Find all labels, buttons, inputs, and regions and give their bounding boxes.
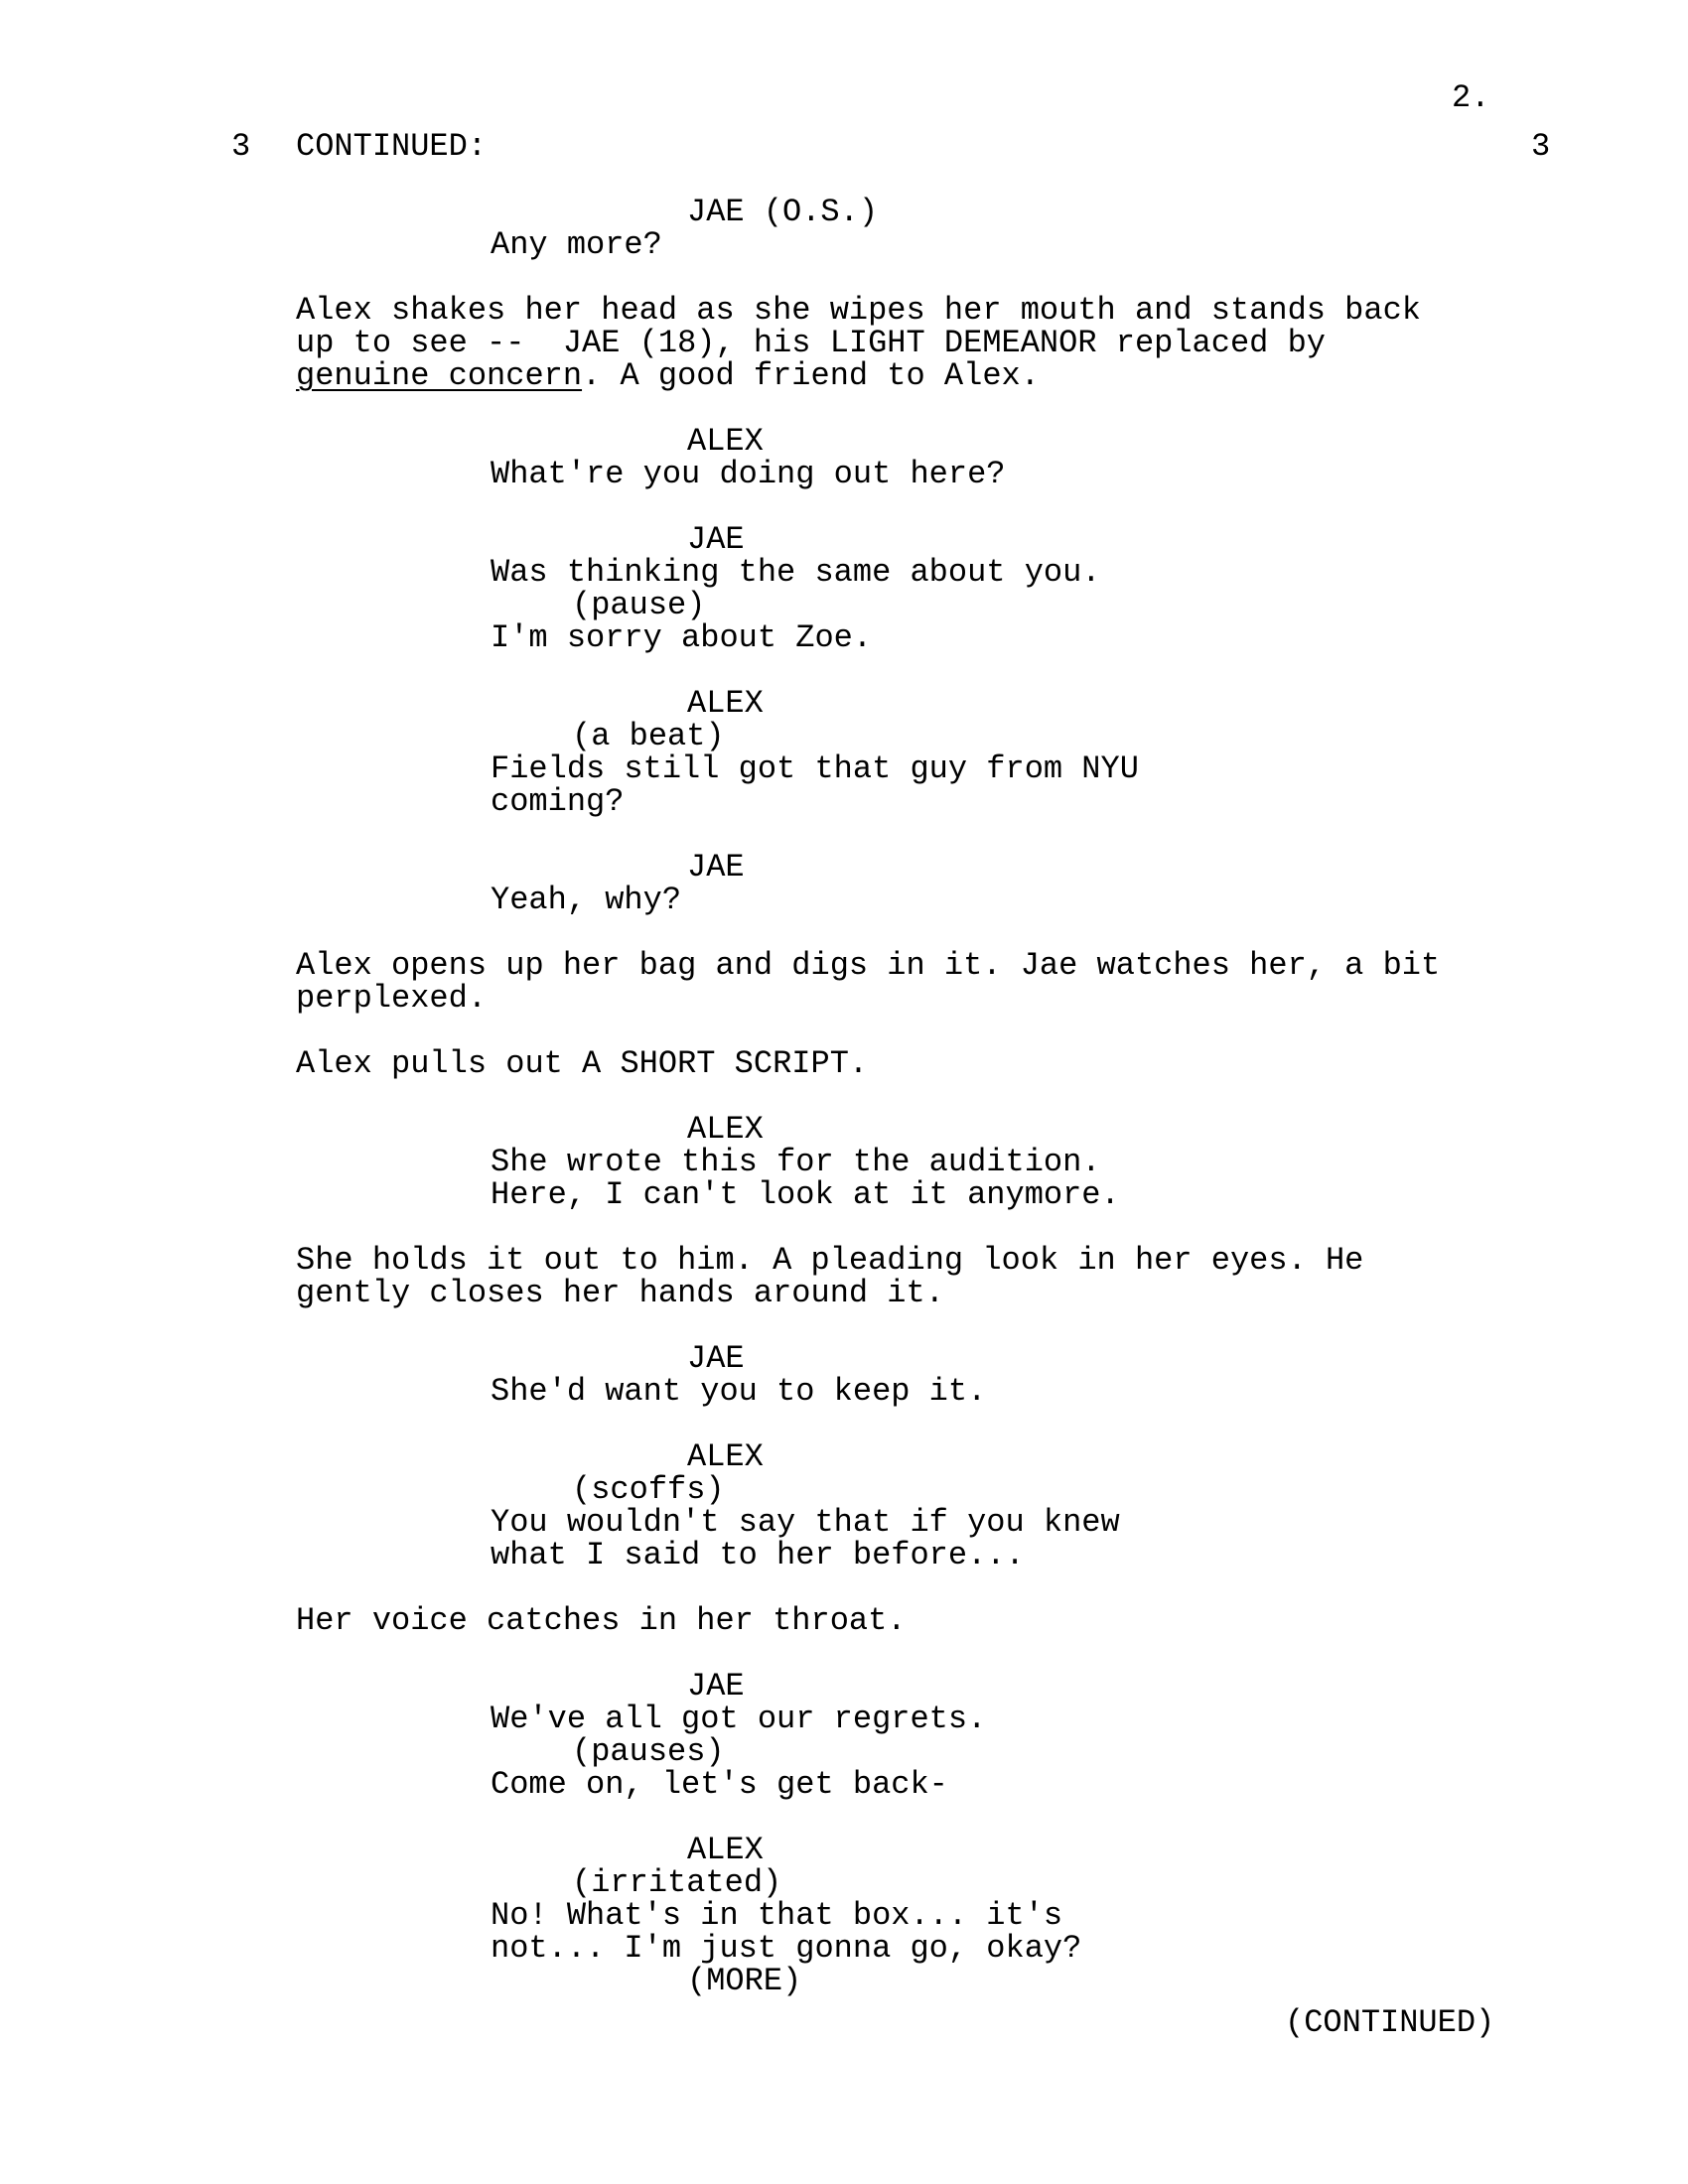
character-cue: ALEX bbox=[687, 423, 764, 460]
dialogue-line: Yeah, why? bbox=[491, 882, 682, 918]
dialogue-line: Was thinking the same about you. bbox=[491, 554, 1101, 591]
scene-number-right: 3 bbox=[1531, 128, 1551, 165]
dialogue-line: what I said to her before... bbox=[491, 1537, 1025, 1573]
dialogue-line: Any more? bbox=[491, 226, 662, 263]
dialogue-line: We've all got our regrets. bbox=[491, 1701, 987, 1737]
action-line: Alex opens up her bag and digs in it. Jae watches her, a bit bbox=[296, 947, 1441, 984]
dialogue-line: coming? bbox=[491, 783, 625, 820]
dialogue-line: Here, I can't look at it anymore. bbox=[491, 1176, 1120, 1213]
dialogue-line: You wouldn't say that if you knew bbox=[491, 1504, 1120, 1541]
character-cue: JAE (O.S.) bbox=[687, 194, 879, 230]
dialogue-line: She'd want you to keep it. bbox=[491, 1373, 987, 1410]
action-line: gently closes her hands around it. bbox=[296, 1275, 944, 1311]
continued-footer: (CONTINUED) bbox=[1285, 2004, 1495, 2041]
action-line: up to see -- JAE (18), his LIGHT DEMEANOR replaced by bbox=[296, 325, 1326, 361]
dialogue-line: She wrote this for the audition. bbox=[491, 1144, 1101, 1180]
parenthetical: (pauses) bbox=[572, 1733, 725, 1770]
character-cue: JAE bbox=[687, 521, 745, 558]
parenthetical: (a beat) bbox=[572, 718, 725, 754]
action-text: . A good friend to Alex. bbox=[582, 357, 1040, 394]
dialogue-line: Fields still got that guy from NYU bbox=[491, 751, 1139, 787]
action-line: perplexed. bbox=[296, 980, 488, 1017]
dialogue-line: No! What's in that box... it's bbox=[491, 1897, 1063, 1934]
parenthetical: (scoffs) bbox=[572, 1471, 725, 1508]
dialogue-line: Come on, let's get back- bbox=[491, 1766, 948, 1803]
character-cue: JAE bbox=[687, 1668, 745, 1705]
character-cue: ALEX bbox=[687, 1832, 764, 1868]
scene-heading: CONTINUED: bbox=[296, 128, 488, 165]
action-line bbox=[296, 359, 1040, 392]
parenthetical: (pause) bbox=[572, 587, 706, 623]
parenthetical: (irritated) bbox=[572, 1864, 782, 1901]
scene-number-left: 3 bbox=[231, 128, 251, 165]
character-cue: ALEX bbox=[687, 1438, 764, 1475]
character-cue: ALEX bbox=[687, 1111, 764, 1148]
character-cue: ALEX bbox=[687, 685, 764, 722]
action-line: Alex pulls out A SHORT SCRIPT. bbox=[296, 1045, 869, 1082]
underlined-phrase: genuine concern bbox=[296, 357, 583, 394]
dialogue-line: not... I'm just gonna go, okay? bbox=[491, 1930, 1082, 1967]
dialogue-line: I'm sorry about Zoe. bbox=[491, 619, 873, 656]
more-marker: (MORE) bbox=[687, 1963, 802, 1999]
character-cue: JAE bbox=[687, 849, 745, 886]
action-line: Her voice catches in her throat. bbox=[296, 1602, 907, 1639]
character-cue: JAE bbox=[687, 1340, 745, 1377]
dialogue-line: What're you doing out here? bbox=[491, 456, 1006, 492]
page-number: 2. bbox=[1452, 79, 1490, 116]
action-line: She holds it out to him. A pleading look in her eyes. He bbox=[296, 1242, 1364, 1279]
action-line: Alex shakes her head as she wipes her mouth and stands back bbox=[296, 292, 1421, 329]
